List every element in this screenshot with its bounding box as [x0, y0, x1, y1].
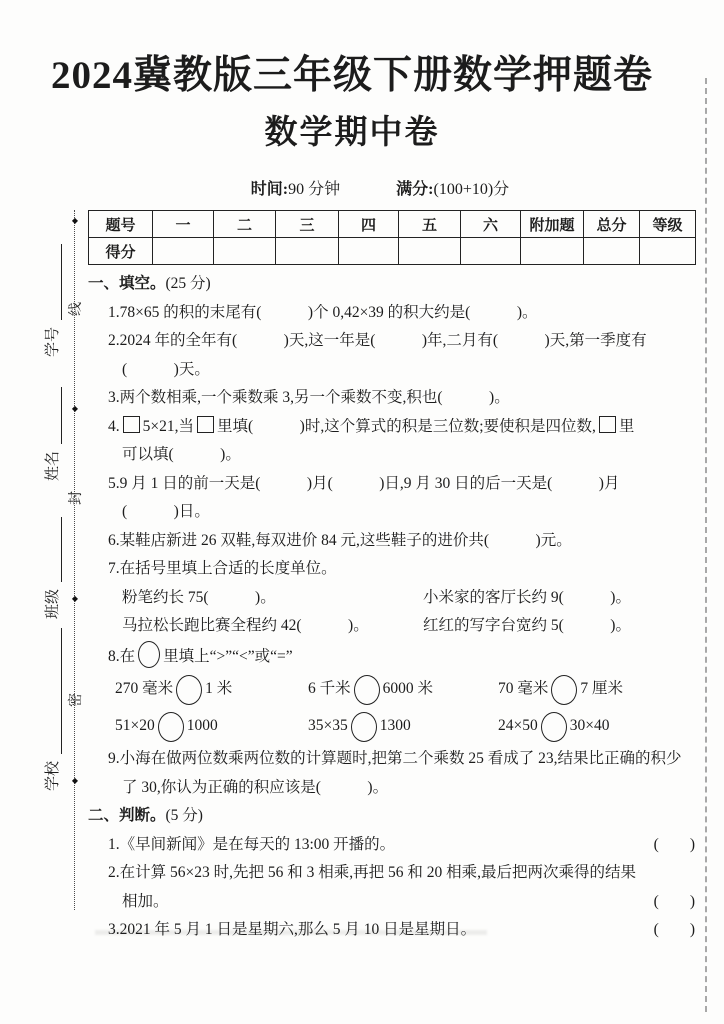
compare-item-1: 270 毫米 1 米 — [115, 671, 232, 708]
class-blank-line — [44, 517, 62, 582]
score-table-score-row — [89, 238, 696, 265]
student-name-field — [44, 387, 62, 481]
score-table — [88, 210, 696, 265]
seal-char-feng: 封 — [69, 491, 84, 505]
score-cell — [276, 238, 339, 265]
score-cell — [339, 238, 399, 265]
section-1-points: (25 分) — [165, 275, 211, 292]
seal-char-xian: 线 — [69, 302, 84, 316]
score-col-3: 三 — [276, 211, 339, 238]
fill-question-2: 2.2024 年的全年有( )天,这一年是( )年,二月有( )天,第一季度有 — [108, 332, 647, 349]
class-label: 班级 — [45, 588, 61, 619]
fill-question-8: 8.在 里填上“>”“<”或“=” — [88, 641, 695, 672]
student-id-label: 学号 — [45, 326, 61, 357]
blank-circle — [138, 641, 160, 668]
answer-parens: ( ) — [653, 835, 695, 853]
time-info — [251, 176, 340, 199]
judge-question-1: 1.《早间新闻》是在每天的 13:00 开播的。 ( ) — [88, 831, 695, 860]
section-2-heading — [88, 802, 695, 831]
score-cell — [521, 238, 584, 265]
school-blank-line — [44, 628, 62, 754]
section-2-title: 二、判断。 — [88, 807, 166, 824]
q7-item-marathon: 马拉松长跑比赛全程约 42( )。 — [122, 617, 369, 634]
full-score-value: (100+10)分 — [433, 181, 510, 198]
blank-square-box — [123, 416, 140, 433]
student-id-blank-line — [44, 244, 62, 320]
score-cell — [153, 238, 214, 265]
school-field — [44, 628, 62, 791]
blank-circle — [354, 675, 380, 705]
compare-item-5: 35×35 1300 — [308, 708, 411, 745]
answer-parens: ( ) — [653, 921, 695, 938]
fill-question-6: 6.某鞋店新进 26 双鞋,每双进价 84 元,这些鞋子的进价共( )元。 — [108, 531, 572, 549]
fill-question-4: 4. 5×21,当 里填( )时,这个算式的积是三位数;要使积是四位数, 里 — [108, 417, 635, 435]
score-col-4: 四 — [339, 211, 399, 238]
seal-char-mi: 密 — [69, 693, 84, 707]
score-col-1: 一 — [153, 211, 214, 238]
page-edge-dashed-line — [705, 78, 707, 1012]
full-score-label: 满分: — [396, 181, 434, 198]
paper-meta — [0, 176, 724, 199]
student-name-blank-line — [44, 387, 62, 444]
score-cell — [399, 238, 461, 265]
fill-question-5-cont: ( )日。 — [122, 503, 210, 520]
answer-parens: ( ) — [653, 892, 695, 910]
score-cell — [584, 238, 640, 265]
section-1-heading — [88, 270, 695, 299]
score-col-5: 五 — [399, 211, 461, 238]
time-label: 时间: — [250, 181, 289, 198]
blank-circle — [541, 712, 567, 742]
blank-circle — [176, 675, 202, 705]
score-cell — [640, 238, 696, 265]
fill-question-7: 7.在括号里填上合适的长度单位。 — [108, 560, 337, 577]
blank-square-box — [197, 416, 214, 433]
judge-question-2-cont: 相加。 ( ) — [88, 888, 695, 917]
fill-question-7-row-1 — [88, 584, 695, 613]
fill-question-8-row-2 — [88, 708, 695, 745]
score-col-total: 总分 — [584, 211, 640, 238]
seal-diamond-marker: ◆ — [71, 404, 79, 413]
score-col-2: 二 — [214, 211, 276, 238]
seal-diamond-marker: ◆ — [71, 776, 79, 785]
class-field — [44, 517, 62, 619]
fill-question-1: 1.78×65 的积的末尾有( )个 0,42×39 的积大约是( )。 — [108, 303, 538, 321]
score-table-header-row — [89, 211, 696, 238]
blank-circle — [158, 712, 184, 742]
judge-question-3: 3.2021 年 5 月 1 日是星期六,那么 5 月 10 日是星期日。 ( ) — [88, 916, 695, 945]
time-value: 90 分钟 — [288, 181, 341, 198]
compare-item-3: 70 毫米 7 厘米 — [498, 671, 623, 708]
full-score-info — [396, 176, 509, 199]
fill-question-9: 9.小海在做两位数乘两位数的计算题时,把第二个乘数 25 看成了 23,结果比正确的积少 — [108, 750, 682, 767]
seal-diamond-marker: ◆ — [71, 594, 79, 603]
q7-item-livingroom: 小米家的客厅长约 9( )。 — [423, 588, 631, 606]
score-cell — [214, 238, 276, 265]
blank-square-box — [599, 416, 616, 433]
blank-circle — [551, 675, 577, 705]
score-col-grade: 等级 — [640, 211, 696, 238]
compare-item-6: 24×50 30×40 — [498, 708, 610, 745]
fill-question-5: 5.9 月 1 日的前一天是( )月( )日,9 月 30 日的后一天是( )月 — [108, 474, 620, 492]
seal-diamond-marker: ◆ — [71, 216, 79, 225]
school-label: 学校 — [45, 760, 61, 791]
q7-item-chalk: 粉笔约长 75( )。 — [122, 588, 276, 606]
score-cell — [461, 238, 521, 265]
compare-item-4: 51×20 1000 — [115, 708, 218, 745]
student-name-label: 姓名 — [45, 450, 61, 481]
fill-question-8-row-1 — [88, 671, 695, 708]
compare-item-2: 6 千米 6000 米 — [308, 671, 433, 708]
score-row-label: 得分 — [89, 238, 153, 265]
section-2-points: (5 分) — [165, 807, 203, 824]
fill-question-9-cont: 了 30,你认为正确的积应该是( )。 — [122, 778, 389, 796]
fill-question-7-row-2 — [88, 612, 695, 641]
q7-item-desk: 红红的写字台宽约 5( )。 — [423, 617, 631, 634]
score-col-bonus: 附加题 — [521, 211, 584, 238]
fill-question-4-cont: 可以填( )。 — [122, 446, 241, 463]
score-col-6: 六 — [461, 211, 521, 238]
paper-body — [88, 270, 695, 945]
score-table-corner: 题号 — [89, 211, 153, 238]
paper-subtitle: 数学期中卷 — [264, 115, 440, 151]
student-id-field — [44, 244, 62, 357]
blank-circle — [351, 712, 377, 742]
fill-question-3: 3.两个数相乘,一个乘数乘 3,另一个乘数不变,积也( )。 — [108, 389, 510, 406]
fill-question-2-cont: ( )天。 — [122, 360, 210, 378]
paper-title: 2024冀教版三年级下册数学押题卷 — [50, 54, 653, 97]
section-1-title: 一、填空。 — [88, 275, 166, 292]
judge-question-2: 2.在计算 56×23 时,先把 56 和 3 相乘,再把 56 和 20 相乘,最后把两次乘得的结果 — [108, 864, 636, 881]
